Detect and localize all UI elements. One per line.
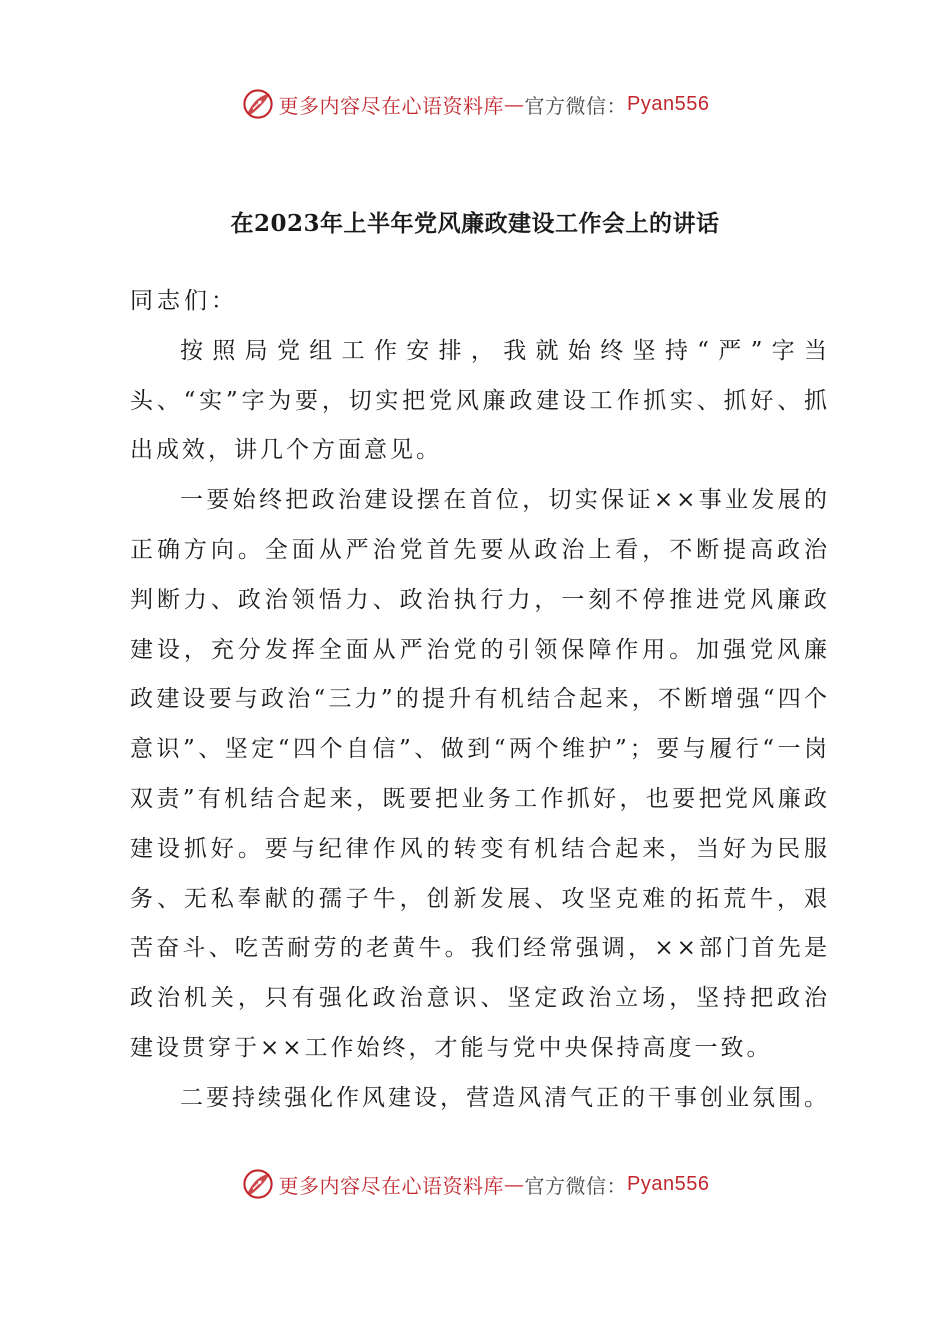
watermark-separator: — <box>504 92 525 116</box>
salutation: 同志们： <box>130 288 238 314</box>
watermark-label: 官方微信： <box>524 1173 628 1198</box>
paragraph-point-two: 二要持续强化作风建设，营造风清气正的干事创业氛围。 <box>180 1084 830 1111</box>
watermark-brand: 更多内容尽在心语资料库 <box>278 1173 505 1198</box>
watermark-label: 官方微信： <box>524 93 628 118</box>
paragraph-point-one: 一要始终把政治建设摆在首位，切实保证××事业发展的正确方向。全面从严治党首先要从政治上看，不断提高政治判断力、政治领悟力、政治执行力，一刻不停推进党风廉政建设，充分发挥全面从严治党的引领保障作用。加强党风廉政建设要与政治“三力”的提升有机结合起来，不断增强“四个意识”、坚定“四个自信”、做到“两个维护”；要与履行“一岗双责”有机结合起来，既要把业务工作抓好，也要把党风廉政建设抓好。要与纪律作风的转变有机结合起来，当好为民服务、无私奉献的孺子牛，创新发展、攻坚克难的拓荒牛，艰苦奋斗、吃苦耐劳的老黄牛。我们经常强调，××部门首先是政治机关，只有强化政治意识、坚定政治立场，坚持把政治建设贯穿于××工作始终，才能与党中央保持高度一致。 <box>130 487 830 1061</box>
pen-nib-logo-icon <box>241 1167 275 1201</box>
watermark-header <box>0 84 950 124</box>
watermark-wechat-id: Pyan556 <box>627 1172 710 1195</box>
watermark-wechat-id: Pyan556 <box>627 92 710 115</box>
pen-nib-logo-icon <box>241 87 275 121</box>
document-body <box>130 277 830 1124</box>
watermark-separator: — <box>504 1172 525 1196</box>
watermark-footer <box>0 1164 950 1204</box>
paragraph-intro: 按照局党组工作安排，我就始终坚持“严”字当头、“实”字为要，切实把党风廉政建设工作抓实、抓好、抓出成效，讲几个方面意见。 <box>130 337 830 464</box>
watermark-brand: 更多内容尽在心语资料库 <box>278 93 505 118</box>
document-title: 在2023年上半年党风廉政建设工作会上的讲话 <box>230 210 720 237</box>
